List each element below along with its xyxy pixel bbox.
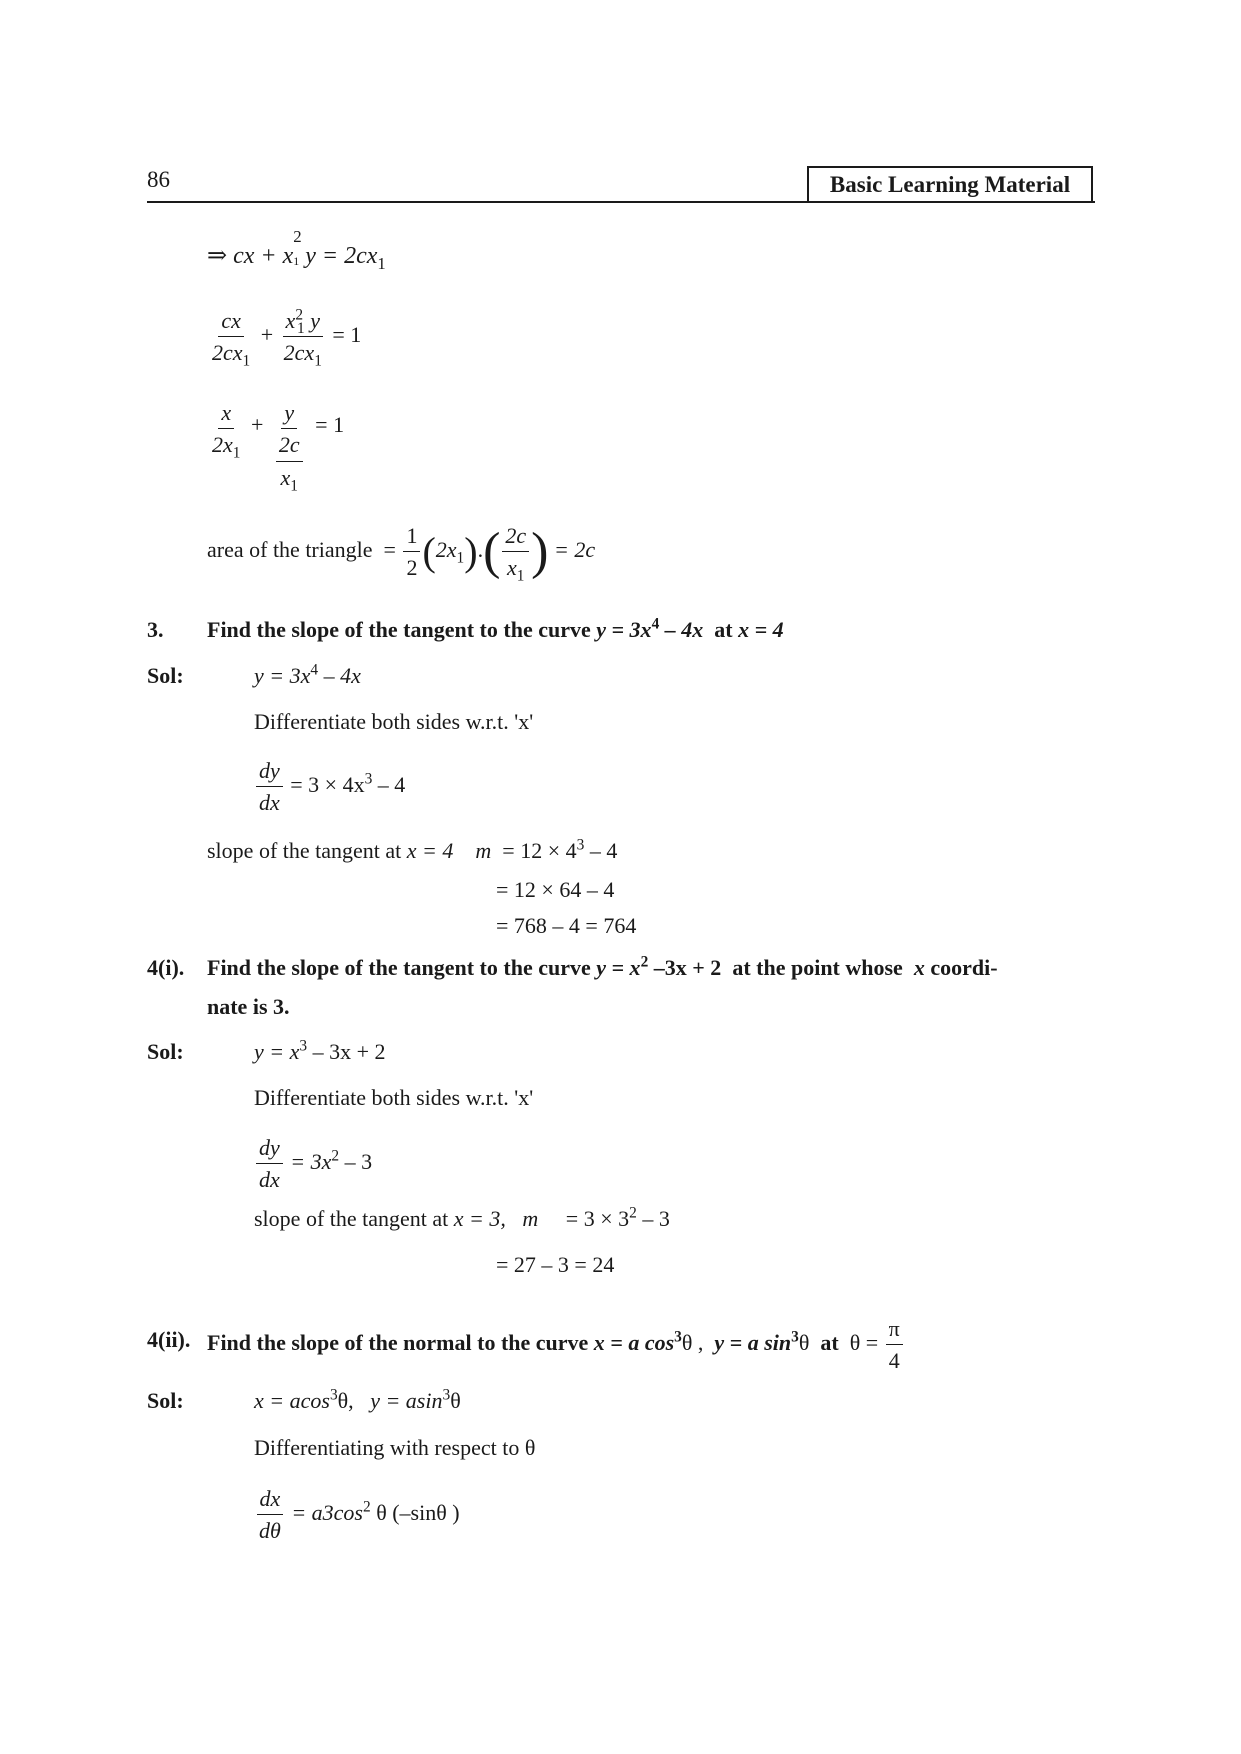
derivation-line-1: ⇒ cx + x 2 1 $y = 2cx_1$ [207,227,386,273]
q4i-diff-text: Differentiate both sides w.r.t. 'x' [254,1085,534,1110]
page-number: 86 [147,167,170,192]
q4i-slope-line: slope of the tangent at x = 3, m = $3 \times 3^2 - 3$ [254,1204,670,1231]
q3-sol-line1: $y = 3x^4 - 4x$ [254,661,361,688]
q3-slope-line: slope of the tangent at x = 4 $m = 12 \times 4^3 - 4$ [207,836,618,863]
q4ii-diff-text: Differentiating with respect to θ [254,1435,536,1460]
header-rule [147,201,1095,203]
q3-slope-step3: = 768 – 4 = 764 [496,913,637,938]
q4i-sol-line1: $y = x^3 - 3x + 2$ [254,1037,386,1064]
q3-number: 3. [147,617,164,642]
q4i-text-line2: nate is 3. [207,994,290,1019]
q4ii-sol-label: Sol: [147,1388,184,1413]
q4i-slope-step2: = 27 – 3 = 24 [496,1252,615,1277]
q4i-number: 4(i). [147,955,185,980]
q4ii-text: Find the slope of the normal to the curve x = a $\cos^3\theta$ , y = a $\sin^3\theta$ at θ = $\frac{\pi}{4}$ [207,1316,905,1374]
q3-text: Find the slope of the tangent to the curve $y = 3x^4 - 4x$ at x = 4 [207,615,784,642]
q3-slope-step2: = 12 × 64 – 4 [496,877,615,902]
header-title: Basic Learning Material [807,166,1093,202]
q4i-sol-label: Sol: [147,1039,184,1064]
q3-sol-label: Sol: [147,663,184,688]
derivation-line-3: $\frac{x}{2x_1}$ + $\frac{y}{\frac{2c}{x_1}}$ = 1 [212,400,345,494]
area-line: area of the triangle = $\frac{1}{2}$ $(2x_1)$.( $\frac{2c}{x_1}$ ) = 2c [207,522,596,585]
derivation-line-2: $\frac{cx}{2cx_1}$ + $\frac{x^2_1 y}{2cx_1}$ = 1 [212,306,362,370]
q4ii-sol-line1: x = acos$^3$θ, y = asin$^3$θ [254,1386,461,1413]
q3-derivative: $\frac{dy}{dx}$ = $3 \times 4x^3 - 4$ [254,758,405,816]
q4ii-number: 4(ii). [147,1327,191,1352]
q3-diff-text: Differentiate both sides w.r.t. 'x' [254,709,534,734]
q4i-derivative: $\frac{dy}{dx}$ = $3x^2 - 3$ [254,1135,372,1193]
q4ii-derivative: $\frac{dx}{d\theta}$ = $a3\cos^2$ θ (–sinθ ) [254,1486,460,1544]
q4i-text: Find the slope of the tangent to the curve $y = x^2$ –3x + 2 at the point whose x coordi- [207,953,998,980]
